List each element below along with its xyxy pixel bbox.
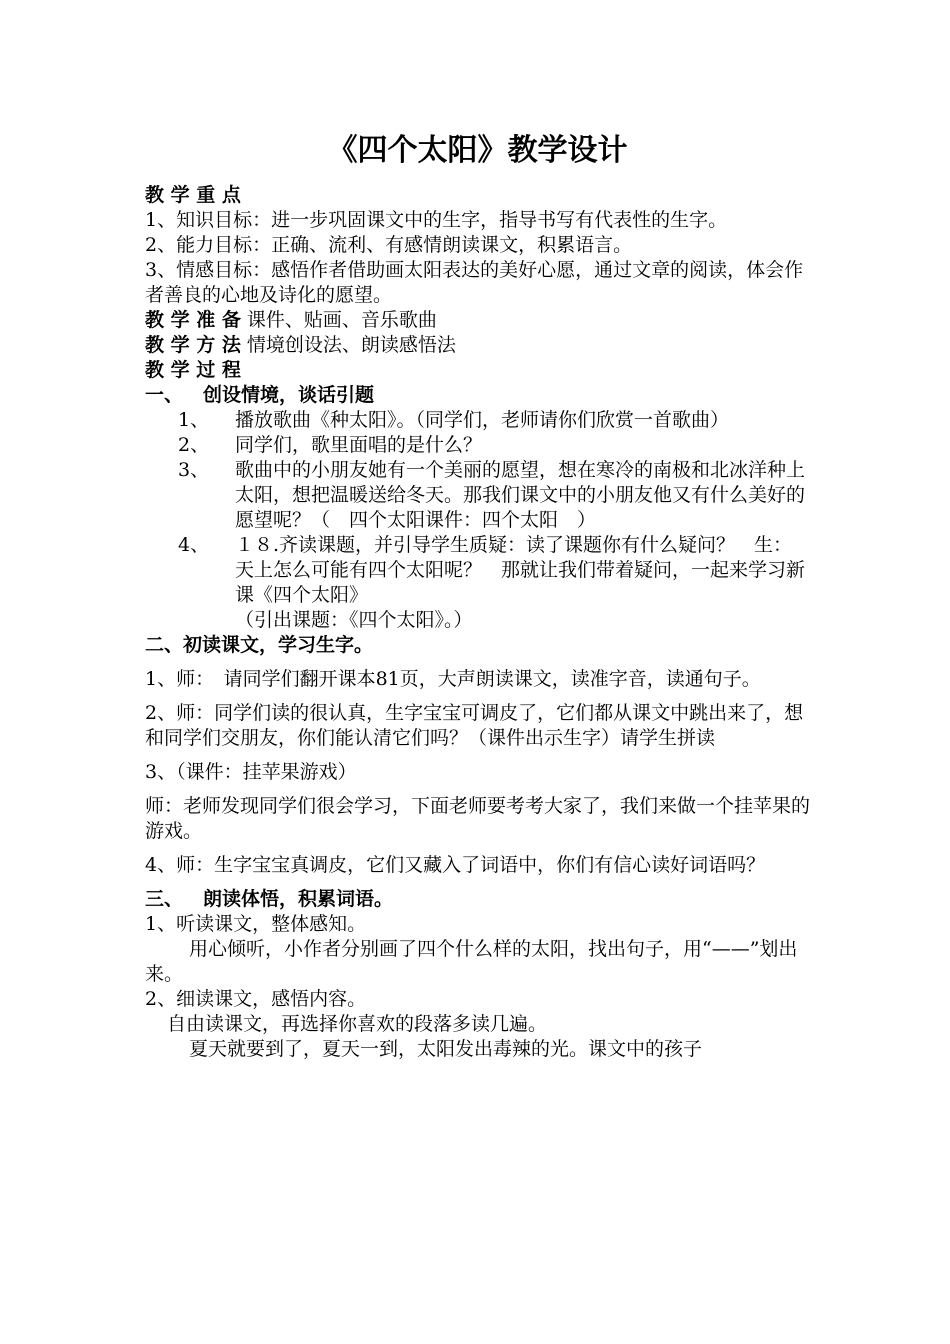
method-text: 情境创设法、朗读感悟法	[240, 334, 456, 356]
section3-line: 2、细读课文，感悟内容。	[145, 988, 367, 1010]
method-heading: 教 学 方 法	[145, 334, 241, 356]
section1-title: 创设情境，谈话引题	[203, 384, 375, 406]
focus-item: 2、能力目标：正确、流利、有感情朗读课文，积累语言。	[145, 234, 633, 256]
section1-mark: 一、	[145, 384, 184, 406]
prep-heading: 教 学 准 备	[145, 309, 241, 331]
section3-mark: 三、	[145, 888, 184, 910]
section2-paragraph: 1、师： 请同学们翻开课本81页，大声朗读课文，读准字音，读通句子。	[145, 668, 761, 690]
section3-heading	[145, 887, 810, 912]
process-heading: 教 学 过 程	[145, 359, 241, 381]
step-note	[145, 608, 810, 633]
step-text: 同学们，歌里面唱的是什么？	[235, 434, 483, 456]
prep-line	[145, 308, 810, 333]
step-text: １８.齐读课题，并引导学生质疑：读了课题你有什么疑问？ 生：天上怎么可能有四个太阳呢？ 那就让我们带着疑问，一起来学习新课《四个太阳》	[235, 534, 806, 606]
step-item	[145, 408, 810, 433]
step-note-text: （引出课题：《四个太阳》。）	[235, 609, 473, 631]
page-title: 《四个太阳》教学设计	[327, 133, 628, 168]
section3-line: 用心倾听，小作者分别画了四个什么样的太阳，找出句子，用“——”划出来。	[145, 938, 798, 985]
method-line	[145, 333, 810, 358]
step-text: 播放歌曲《种太阳》。（同学们，老师请你们欣赏一首歌曲）	[235, 409, 730, 431]
section2-paragraph: 4、师：生字宝宝真调皮，它们又藏入了词语中，你们有信心读好词语吗？	[145, 854, 766, 876]
section2-paragraph: 3、（课件：挂苹果游戏）	[145, 761, 357, 783]
step-text: 歌曲中的小朋友她有一个美丽的愿望，想在寒冷的南极和北冰洋种上太阳，想把温暖送给冬天。那我们课文中的小朋友他又有什么美好的愿望呢？（ 四个太阳课件：四个太阳 ）	[235, 459, 806, 531]
step-item	[145, 433, 810, 458]
section3-line: 自由读课文，再选择你喜欢的段落多读几遍。	[167, 1013, 548, 1035]
step-item	[145, 533, 810, 608]
section3-line: 夏天就要到了，夏天一到，太阳发出毒辣的光。课文中的孩子	[189, 1038, 703, 1060]
step-number: 4、	[178, 534, 210, 556]
step-number: 2、	[178, 434, 210, 456]
prep-text: 课件、贴画、音乐歌曲	[240, 309, 437, 331]
focus-heading: 教 学 重 点	[145, 184, 241, 206]
section2-paragraph: 2、师：同学们读的很认真，生字宝宝可调皮了，它们都从课文中跳出来了，想和同学们交朋友，你们能认清它们吗？（课件出示生字）请学生拼读	[145, 702, 804, 749]
section1-heading	[145, 383, 810, 408]
step-number: 3、	[178, 459, 210, 481]
step-number: 1、	[178, 409, 210, 431]
section2-paragraph: 师：老师发现同学们很会学习，下面老师要考考大家了，我们来做一个挂苹果的游戏。	[145, 795, 811, 842]
step-item	[145, 458, 810, 533]
focus-item: 1、知识目标：进一步巩固课文中的生字，指导书写有代表性的生字。	[145, 209, 728, 231]
document-body	[145, 131, 810, 1062]
section3-line: 1、听读课文，整体感知。	[145, 913, 367, 935]
section3-title: 朗读体悟，积累词语。	[203, 888, 394, 910]
section2-heading: 二、初读课文，学习生字。	[145, 634, 374, 656]
focus-item: 3、情感目标：感悟作者借助画太阳表达的美好心愿，通过文章的阅读，体会作者善良的心地及诗化的愿望。	[145, 259, 804, 306]
